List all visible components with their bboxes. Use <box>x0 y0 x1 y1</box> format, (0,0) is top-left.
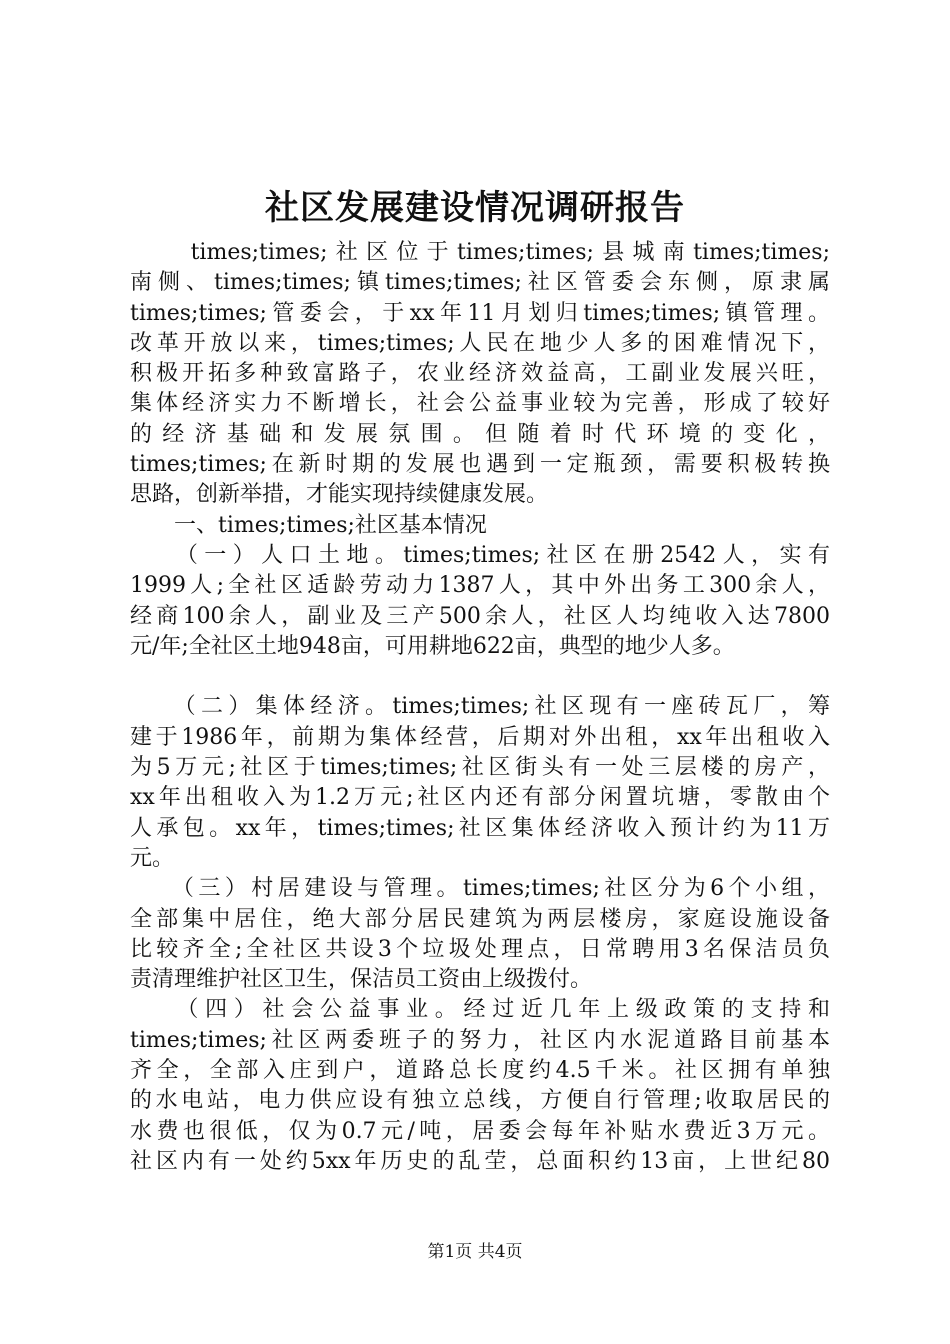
paragraph-line: 积极开拓多种致富路子，农业经济效益高，工副业发展兴旺， <box>130 361 830 387</box>
paragraph-line: 的水电站，电力供应设有独立总线，方便自行管理;收取居民的 <box>130 1088 830 1114</box>
paragraph-line: （四）社会公益事业。经过近几年上级政策的支持和 <box>130 997 830 1023</box>
paragraph-line: 建于1986年，前期为集体经营，后期对外出租，xx年出租收入 <box>130 724 830 750</box>
paragraph-line: 一、times;times;社区基本情况 <box>130 512 487 538</box>
paragraph-line: 元。 <box>130 845 175 871</box>
paragraph-line: 元/年;全社区土地948亩，可用耕地622亩，典型的地少人多。 <box>130 633 735 659</box>
page-footer: 第1页 共4页 <box>427 1242 523 1262</box>
paragraph-line: 1999人;全社区适龄劳动力1387人，其中外出务工300余人， <box>130 573 830 599</box>
paragraph-line: 社区内有一处约5xx年历史的乱茔，总面积约13亩，上世纪80 <box>130 1148 830 1174</box>
page-title: 社区发展建设情况调研报告 <box>265 188 685 228</box>
paragraph-line: 齐全，全部入庄到户，道路总长度约4.5千米。社区拥有单独 <box>130 1058 830 1084</box>
paragraph-line: （二）集体经济。times;times;社区现有一座砖瓦厂，筹 <box>130 694 830 720</box>
paragraph-line: 思路，创新举措，才能实现持续健康发展。 <box>130 482 549 508</box>
paragraph-line: xx年出租收入为1.2万元;社区内还有部分闲置坑塘，零散由个 <box>130 785 830 811</box>
blank-line <box>130 662 830 692</box>
paragraph-line: 责清理维护社区卫生，保洁员工资由上级拨付。 <box>130 967 593 993</box>
paragraph-line: （三）村居建设与管理。times;times;社区分为6个小组， <box>130 876 830 902</box>
paragraph-line: 比较齐全;全社区共设3个垃圾处理点，日常聘用3名保洁员负 <box>130 936 830 962</box>
paragraph-line: times;times;在新时期的发展也遇到一定瓶颈，需要积极转换 <box>130 452 830 478</box>
paragraph-line: 南侧、times;times;镇times;times;社区管委会东侧，原隶属 <box>130 270 830 296</box>
paragraph-line: 集体经济实力不断增长，社会公益事业较为完善，形成了较好 <box>130 391 830 417</box>
paragraph-line: 全部集中居住，绝大部分居民建筑为两层楼房，家庭设施设备 <box>130 906 830 932</box>
paragraph-line: times;times;社区两委班子的努力，社区内水泥道路目前基本 <box>130 1027 830 1053</box>
paragraph-line: 为5万元;社区于times;times;社区街头有一处三层楼的房产， <box>130 755 830 781</box>
paragraph-line: times;times;社区位于times;times;县城南times;times; <box>130 240 830 265</box>
paragraph-line: 的经济基础和发展氛围。但随着时代环境的变化， <box>130 421 830 447</box>
paragraph-line: （一）人口土地。times;times;社区在册2542人，实有 <box>130 542 830 568</box>
paragraph-line: 改革开放以来，times;times;人民在地少人多的困难情况下， <box>130 330 830 356</box>
paragraph-line: 人承包。xx年，times;times;社区集体经济收入预计约为11万 <box>130 815 830 841</box>
document-body <box>130 238 830 1177</box>
paragraph-line: 水费也很低，仅为0.7元/吨，居委会每年补贴水费近3万元。 <box>130 1118 830 1144</box>
paragraph-line: 经商100余人，副业及三产500余人，社区人均纯收入达7800 <box>130 603 830 629</box>
paragraph-line: times;times;管委会，于xx年11月划归times;times;镇管理。 <box>130 300 830 326</box>
